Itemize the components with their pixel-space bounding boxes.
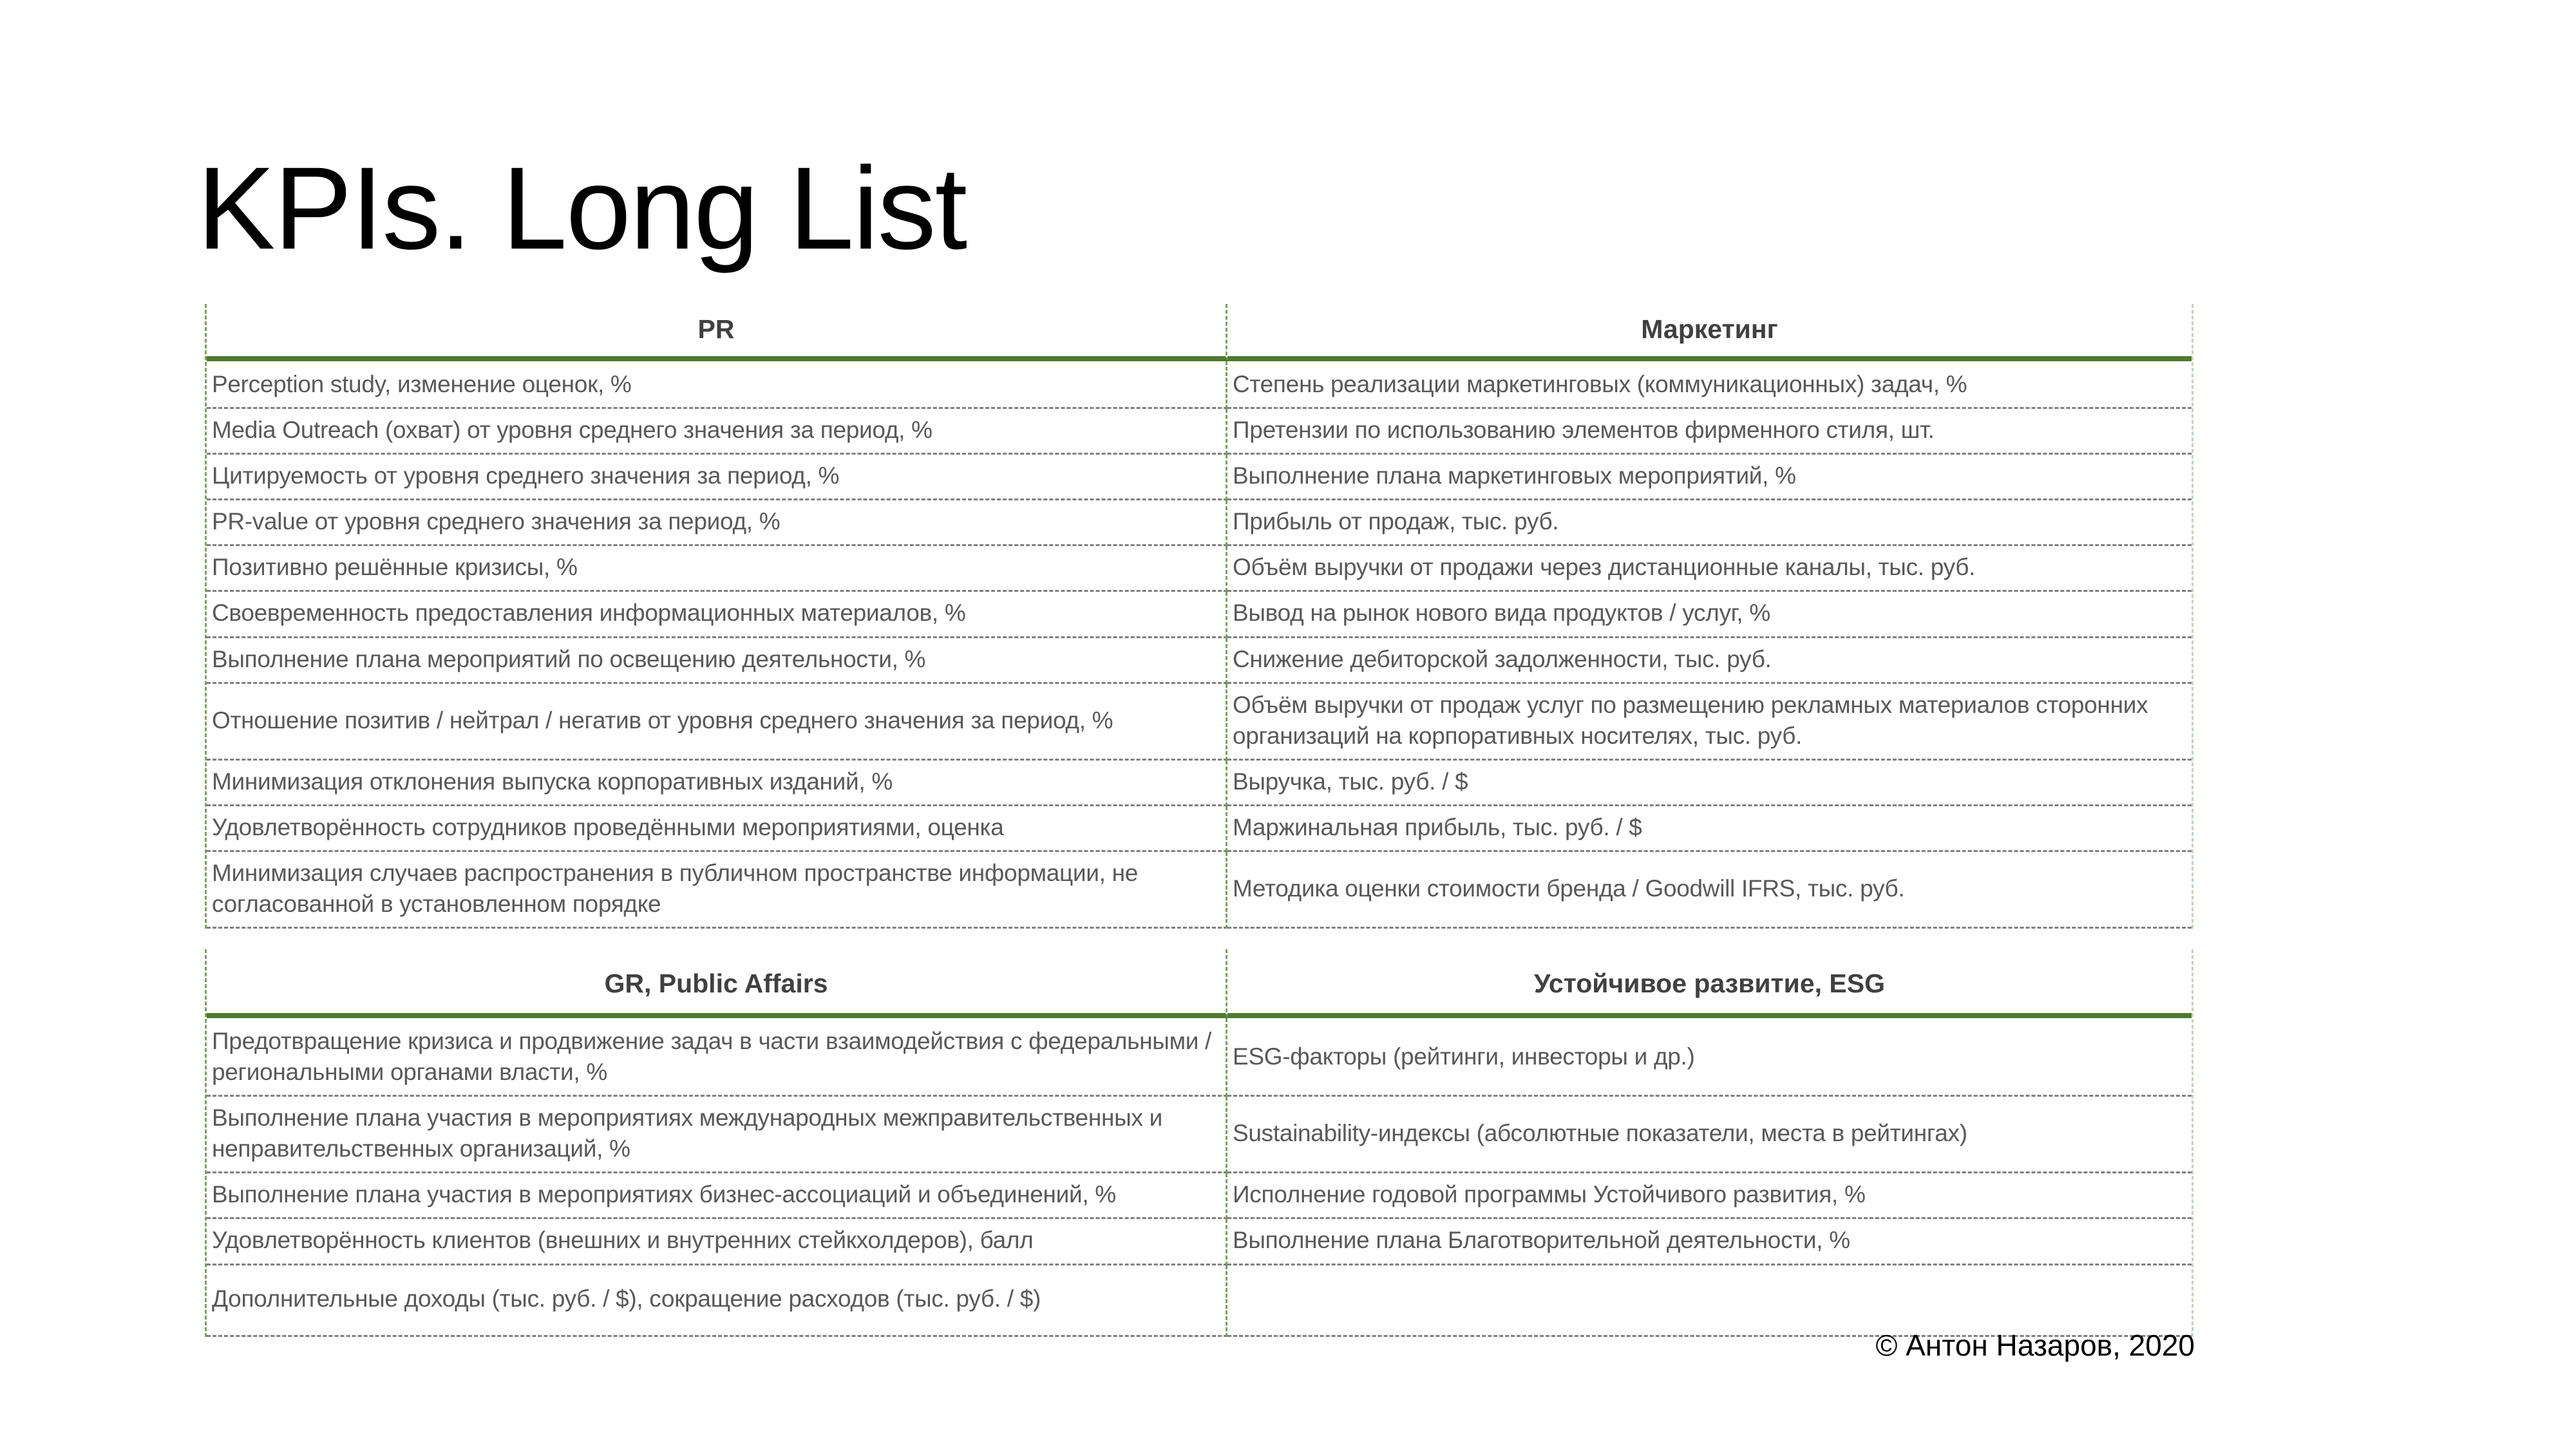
kpi-cell: Методика оценки стоимости бренда / Goodwill IFRS, тыс. руб. xyxy=(1227,852,2192,929)
table-row xyxy=(207,1097,2192,1173)
table-row xyxy=(207,638,2192,684)
kpi-cell: Минимизация случаев распространения в публичном пространстве информации, не согласованной в установленном порядке xyxy=(207,852,1227,929)
page-title: KPIs. Long List xyxy=(197,142,967,274)
column-header-pr: PR xyxy=(207,304,1227,361)
kpi-cell: Отношение позитив / нейтрал / негатив от уровня среднего значения за период, % xyxy=(207,684,1227,761)
kpi-cell: Perception study, изменение оценок, % xyxy=(207,361,1227,409)
kpi-cell: Своевременность предоставления информационных материалов, % xyxy=(207,592,1227,638)
kpi-cell: Цитируемость от уровня среднего значения за период, % xyxy=(207,455,1227,500)
kpi-cell: Снижение дебиторской задолженности, тыс. руб. xyxy=(1227,638,2192,684)
kpi-cell: Объём выручки от продаж услуг по размещению рекламных материалов сторонних организаций на корпоративных носителях, тыс. руб. xyxy=(1227,684,2192,761)
kpi-cell: Удовлетворённость клиентов (внешних и внутренних стейкхолдеров), балл xyxy=(207,1219,1227,1265)
kpi-table-gr-esg xyxy=(205,949,2193,1337)
table-row xyxy=(207,1219,2192,1265)
copyright: © Антон Назаров, 2020 xyxy=(1875,1329,2195,1362)
kpi-cell: Степень реализации маркетинговых (коммуникационных) задач, % xyxy=(1227,361,2192,409)
table-row xyxy=(207,1018,2192,1097)
kpi-cell: Вывод на рынок нового вида продуктов / услуг, % xyxy=(1227,592,2192,638)
kpi-cell: Предотвращение кризиса и продвижение задач в части взаимодействия с федеральными / региональными органами власти, % xyxy=(207,1018,1227,1097)
table-row xyxy=(207,455,2192,500)
kpi-cell: Исполнение годовой программы Устойчивого развития, % xyxy=(1227,1173,2192,1219)
table-row xyxy=(207,361,2192,409)
table-row xyxy=(207,1265,2192,1337)
kpi-cell: PR-value от уровня среднего значения за период, % xyxy=(207,500,1227,546)
column-header-marketing: Маркетинг xyxy=(1227,304,2192,361)
column-header-gr-public-affairs: GR, Public Affairs xyxy=(207,949,1227,1018)
kpi-cell xyxy=(1227,1265,2192,1337)
kpi-cell: Дополнительные доходы (тыс. руб. / $), сокращение расходов (тыс. руб. / $) xyxy=(207,1265,1227,1337)
kpi-cell: Выполнение плана участия в мероприятиях бизнес-ассоциаций и объединений, % xyxy=(207,1173,1227,1219)
kpi-cell: Выручка, тыс. руб. / $ xyxy=(1227,761,2192,806)
kpi-cell: Претензии по использованию элементов фирменного стиля, шт. xyxy=(1227,409,2192,455)
table-row xyxy=(207,852,2192,929)
table-row xyxy=(207,409,2192,455)
kpi-cell: Media Outreach (охват) от уровня среднего значения за период, % xyxy=(207,409,1227,455)
kpi-cell: Прибыль от продаж, тыс. руб. xyxy=(1227,500,2192,546)
table-header-row xyxy=(207,949,2192,1018)
column-header-esg: Устойчивое развитие, ESG xyxy=(1227,949,2192,1018)
table-row xyxy=(207,761,2192,806)
kpi-cell: Выполнение плана Благотворительной деятельности, % xyxy=(1227,1219,2192,1265)
table-row xyxy=(207,546,2192,592)
kpi-cell: Sustainability-индексы (абсолютные показатели, места в рейтингах) xyxy=(1227,1097,2192,1173)
kpi-cell: Выполнение плана маркетинговых мероприятий, % xyxy=(1227,455,2192,500)
kpi-cell: Маржинальная прибыль, тыс. руб. / $ xyxy=(1227,806,2192,852)
table-row xyxy=(207,1173,2192,1219)
table-row xyxy=(207,592,2192,638)
table-header-row xyxy=(207,304,2192,361)
kpi-table-pr-marketing xyxy=(205,304,2193,929)
table-row xyxy=(207,806,2192,852)
kpi-cell: Объём выручки от продажи через дистанционные каналы, тыс. руб. xyxy=(1227,546,2192,592)
kpi-cell: Выполнение плана участия в мероприятиях международных межправительственных и неправительственных организаций, % xyxy=(207,1097,1227,1173)
kpi-cell: Позитивно решённые кризисы, % xyxy=(207,546,1227,592)
table-row xyxy=(207,684,2192,761)
kpi-cell: Минимизация отклонения выпуска корпоративных изданий, % xyxy=(207,761,1227,806)
table-row xyxy=(207,500,2192,546)
kpi-cell: Удовлетворённость сотрудников проведёнными мероприятиями, оценка xyxy=(207,806,1227,852)
kpi-cell: ESG-факторы (рейтинги, инвесторы и др.) xyxy=(1227,1018,2192,1097)
kpi-cell: Выполнение плана мероприятий по освещению деятельности, % xyxy=(207,638,1227,684)
